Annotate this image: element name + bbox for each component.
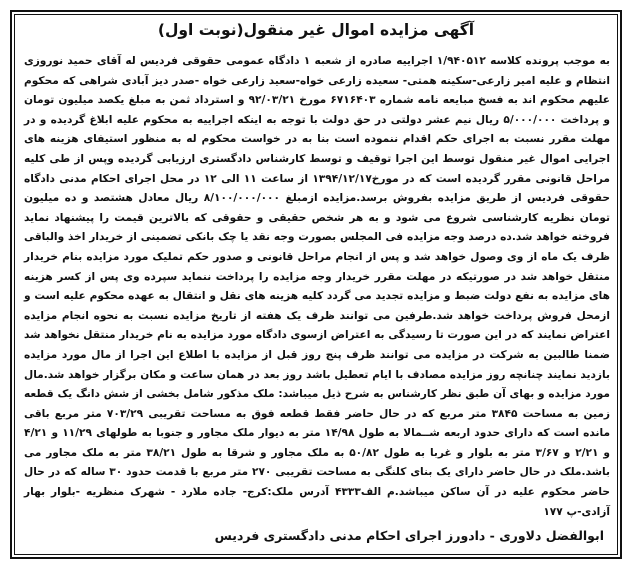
notice-title: آگهی مزایده اموال غیر منقول(نوبت اول) <box>157 21 475 39</box>
notice-signature: ابوالفضل دلاوری - دادورز اجرای احکام مدنی دادگستری فردیس <box>214 528 604 543</box>
notice-frame <box>10 10 622 559</box>
notice-body: به موجب پرونده کلاسه ۱/۹۴۰۵۱۲ اجراییه صادره از شعبه ۱ دادگاه عمومی حقوقی فردیس له آقای حمید نوروزی انتظام و علیه امیر زارعی-سکینه همتی- سعیده زارعی خواه-سعید زارعی خواه -صدر دیز آبادی شراهی که محکوم علیهم محکوم اند به فسخ مبایعه نامه شماره ۶۷۱۶۴۰۳ مورخ ۹۲/۰۳/۲۱ و استرداد ثمن به مبلغ یکصد میلیون تومان و پرداخت ۵/۰۰۰/۰۰۰ ریال نیم عشر دولتی در حق دولت با توجه به اینکه اجراییه به محکوم علیه ابلاغ گردیده و در مهلت مقرر نسبت به اجرای حکم اقدام ننموده است بنا به در خواست محکوم له به منظور استیفای هزینه های اجرایی اموال غیر منقول توسط این اجرا توقیف و توسط کارشناس دادگستری ارزیابی گردیده وپس از طی کلیه مراحل قانونی مقرر گردیده است که در مورخ۱۳۹۴/۱۲/۱۷ از ساعت ۱۱ الی ۱۲ در محل اجرای احکام مدنی دادگاه حقوقی فردیس از طریق مزایده بفروش برسد.مزایده ازمبلغ ۸/۱۰۰/۰۰۰/۰۰۰ ریال معادل هشتصد و ده میلیون تومان نظریه کارشناسی شروع می شود و به هر شخص حقیقی و حقوقی که بالاترین قیمت را پیشنهاد نماید فروخته خواهد شد.ده درصد وجه مزایده فی المجلس بصورت وجه نقد یا چک بانکی تضمینی از خریدار اخذ والباقی ظرف یک ماه از وی وصول خواهد شد و پس از انجام مراحل قانونی و صدور حکم تملیک مورد مزایده بنام خریدار منتقل خواهد شد در صورتیکه در مهلت مقرر خریدار وجه مزایده را پرداخت ننماید سپرده وی پس از کسر هزینه های مزایده به نفع دولت ضبط و مزایده تجدید می گردد کلیه هزینه های نقل و انتقال به عهده محکوم علیه است و ازمحل فروش پرداخت خواهد شد.طرفین می توانند ظرف یک هفته از تاریخ مزایده نسبت به نحوه انجام مزایده اعتراض نمایند که در این صورت تا رسیدگی به اعتراض ازسوی دادگاه مورد مزایده به نام خریدار منتقل نخواهد شد ضمنا طالبین به شرکت در مزایده می توانند ظرف پنج روز قبل از مزایده با اطلاع این اجرا از مال مورد مزایده بازدید نمایند چنانچه روز مزایده مصادف با ایام تعطیل باشد روز بعد در همان ساعت و مکان برگزار خواهد شد.مال مورد مزایده و بهای آن طبق نظر کارشناس به شرح ذیل میباشد: ملک مذکور شامل بخشی از شش دانگ یک قطعه زمین به مساحت ۳۸۴۵ متر مربع که در حال حاضر فقط قطعه فوق به مساحت تقریبی ۷۰۳/۲۹ متر مربع باقی مانده است که دارای حدود اربعه شــمالا به طول ۱۴/۹۸ متر به دیوار ملک مجاور و جنوبا به طولهای ۱۱/۲۹ و ۴/۲۱ و ۲/۲۱ و ۳/۶۷ متر به بلوار و غربا به طول ۵۰/۸۲ به ملک مجاور و شرقا به طول ۳۸/۲۱ متر به ملک مجاور می باشد.ملک در حال حاضر دارای یک بنای کلنگی به مساحت تقریبی ۲۷۰ متر مربع با قدمت حدود ۳۰ ساله که در حال حاضر محکوم علیه در آن ساکن میباشد.م الف۴۳۳۳ آدرس ملک:کرج- جاده ملارد - شهرک منظریه -بلوار بهار آزادی-پ ۱۷۷ <box>24 55 611 518</box>
